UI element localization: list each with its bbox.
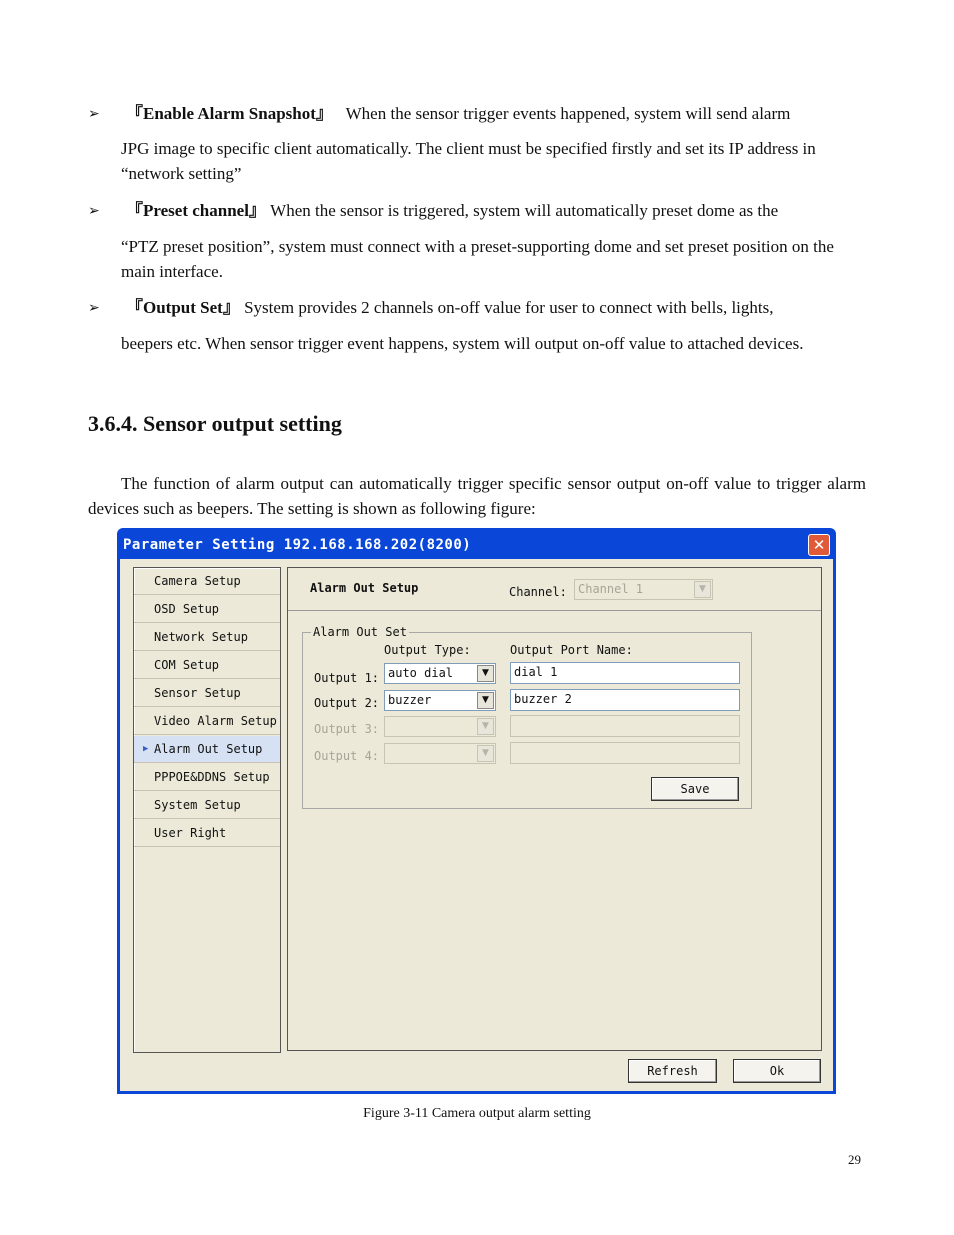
bullet-text: System provides 2 channels on-off value for user to connect with bells, lights, — [244, 298, 774, 317]
output-1-type-select[interactable] — [384, 663, 496, 684]
dialog-title: Parameter Setting 192.168.168.202(8200) — [123, 537, 472, 553]
bullet-title: 『Output Set』 — [126, 298, 240, 317]
output-2-label: Output 2: — [314, 696, 380, 710]
output-3-type-select[interactable] — [384, 716, 496, 737]
output-2-type-select[interactable] — [384, 690, 496, 711]
bullet-title: 『Enable Alarm Snapshot』 — [126, 104, 333, 123]
output-1-type-value: auto dial — [388, 666, 454, 680]
fieldset-legend: Alarm Out Set — [313, 625, 407, 639]
output-3-name-input[interactable] — [510, 715, 740, 737]
dialog-body — [120, 559, 833, 1091]
bullet-continuation: “PTZ preset position”, system must connect with a preset-supporting dome and set preset position on the main interface. — [121, 237, 834, 281]
arrow-bullet-icon: ➢ — [88, 203, 100, 219]
arrow-bullet-icon: ➢ — [88, 106, 100, 122]
bullet-continuation: beepers etc. When sensor trigger event happens, system will output on-off value to attached devices. — [121, 334, 804, 353]
output-4-name-input[interactable] — [510, 742, 740, 764]
output-2-name-value: buzzer 2 — [514, 692, 572, 706]
ok-button[interactable]: Ok — [733, 1059, 821, 1083]
nav-item-label: Alarm Out Setup — [154, 742, 263, 756]
alarm-out-panel — [287, 567, 822, 1051]
bullet-continuation: JPG image to specific client automatically. The client must be specified firstly and set its IP address in “network setting” — [121, 139, 816, 183]
setup-nav-list — [133, 567, 281, 1053]
arrow-bullet-icon: ➢ — [88, 300, 100, 316]
channel-value: Channel 1 — [578, 582, 644, 596]
nav-item-video-alarm-setup[interactable]: Video Alarm Setup — [134, 708, 280, 735]
close-icon[interactable]: ✕ — [808, 534, 830, 556]
output-2-type-value: buzzer — [388, 693, 432, 707]
section-title: Alarm Out Setup — [310, 581, 419, 595]
output-1-name-value: dial 1 — [514, 665, 558, 679]
output-3-label: Output 3: — [314, 722, 380, 736]
nav-item-user-right[interactable]: User Right — [134, 820, 280, 847]
output-port-name-header: Output Port Name: — [510, 643, 633, 657]
body-paragraph: The function of alarm output can automatically trigger specific sensor output on-off value to trigger alarm devices such as beepers. The setting is shown as following figure: — [88, 474, 866, 518]
chevron-down-icon: ▼ — [477, 718, 494, 735]
channel-select[interactable] — [574, 579, 713, 600]
selected-arrow-icon: ▶ — [143, 744, 149, 754]
alarm-out-fieldset — [302, 625, 752, 809]
nav-item-osd-setup[interactable]: OSD Setup — [134, 596, 280, 623]
chevron-down-icon: ▼ — [477, 665, 494, 682]
channel-label: Channel: — [509, 585, 567, 599]
chevron-down-icon: ▼ — [694, 581, 711, 598]
output-1-label: Output 1: — [314, 671, 380, 685]
bullet-text: When the sensor trigger events happened, system will send alarm — [345, 104, 791, 123]
page-number: 29 — [848, 1152, 861, 1167]
bullet-text: When the sensor is triggered, system will automatically preset dome as the — [270, 201, 779, 220]
output-type-header: Output Type: — [384, 643, 471, 657]
parameter-setting-dialog — [117, 528, 836, 1094]
chevron-down-icon: ▼ — [477, 745, 494, 762]
nav-item-system-setup[interactable]: System Setup — [134, 792, 280, 819]
chevron-down-icon: ▼ — [477, 692, 494, 709]
nav-item-alarm-out-setup[interactable] — [134, 736, 280, 763]
output-4-type-select[interactable] — [384, 743, 496, 764]
refresh-button[interactable]: Refresh — [628, 1059, 717, 1083]
panel-header — [288, 568, 821, 611]
output-2-name-input[interactable] — [510, 689, 740, 711]
figure-caption: Figure 3-11 Camera output alarm setting — [363, 1106, 591, 1121]
output-1-name-input[interactable] — [510, 662, 740, 684]
nav-item-network-setup[interactable]: Network Setup — [134, 624, 280, 651]
save-button[interactable]: Save — [651, 777, 739, 801]
nav-item-com-setup[interactable]: COM Setup — [134, 652, 280, 679]
section-heading: 3.6.4. Sensor output setting — [88, 411, 342, 436]
bullet-title: 『Preset channel』 — [126, 201, 266, 220]
nav-item-camera-setup[interactable]: Camera Setup — [134, 568, 280, 595]
nav-item-sensor-setup[interactable]: Sensor Setup — [134, 680, 280, 707]
nav-item-pppoe-ddns-setup[interactable]: PPPOE&DDNS Setup — [134, 764, 280, 791]
output-4-label: Output 4: — [314, 749, 380, 763]
